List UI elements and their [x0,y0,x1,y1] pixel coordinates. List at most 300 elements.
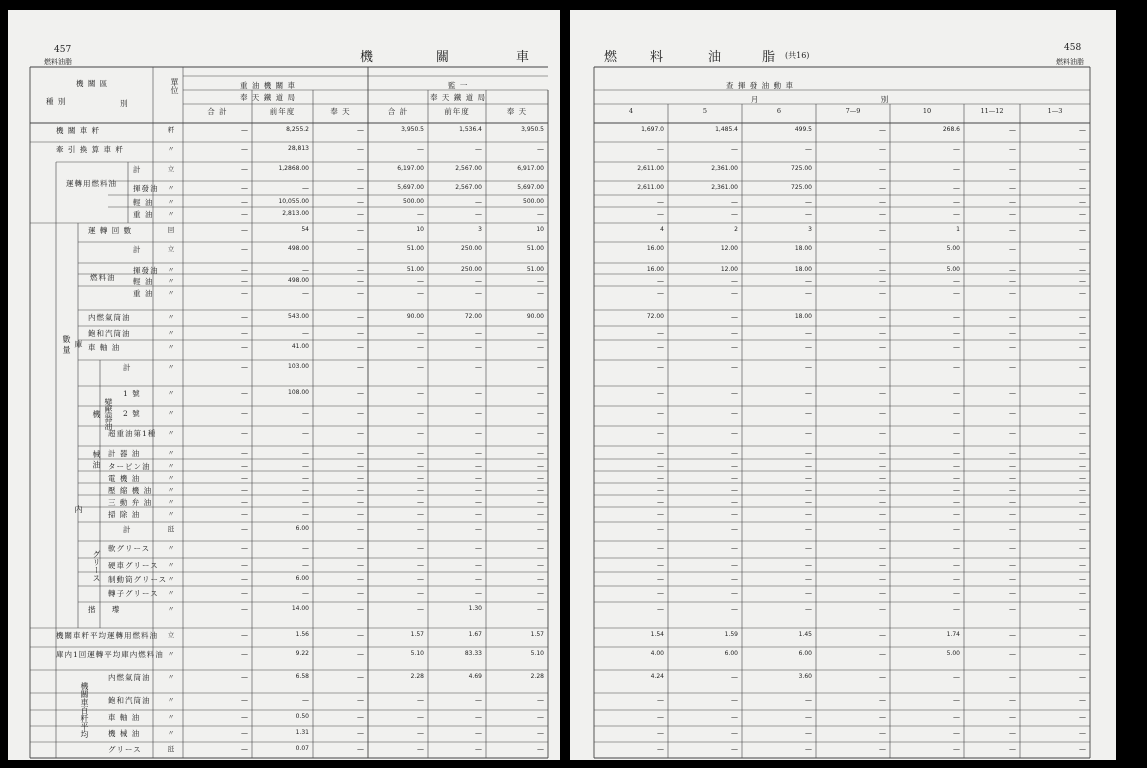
row-25-col-3: — [357,544,364,552]
row-unit-7: 立 [167,245,175,253]
row-19-col-1: — [241,462,248,470]
right-row-6-col-3: 3 [808,226,812,233]
right-row-23-col-6: — [1009,510,1016,518]
right-row-28-col-1: — [657,589,664,597]
right-row-17-col-1: — [657,429,664,437]
row-label-2: 計 [133,165,142,174]
col-header-1: 合 計 [207,107,228,116]
row-label-20: 電 機 油 [108,474,141,483]
right-row-3-col-4: — [879,184,886,192]
row-unit-19: 〃 [167,462,175,470]
row-6-col-2: 54 [301,226,309,233]
row-29-col-1: — [241,605,248,613]
row-unit-9: 〃 [167,277,175,285]
right-row-29-col-7: — [1079,605,1086,613]
row-label-19: タービン油 [108,462,151,471]
right-row-30-col-1: 1.54 [650,631,664,638]
row-unit-18: 〃 [167,449,175,457]
row-label-31: 庫内1回運轉平均庫内燃料油 [56,650,164,659]
right-row-32-col-6: — [1009,673,1016,681]
left-title-char-1: 機 [360,50,374,65]
row-label-0: 機 關 車 粁 [56,126,101,135]
right-row-16-col-1: — [657,409,664,417]
right-row-20-col-6: — [1009,474,1016,482]
right-row-34-col-1: — [657,713,664,721]
right-row-5-col-7: — [1079,210,1086,218]
row-15-col-4: — [417,389,424,397]
row-0-col-6: 3,950.5 [521,126,544,133]
right-row-10-col-1: — [657,289,664,297]
right-row-22-col-7: — [1079,498,1086,506]
row-unit-17: 〃 [167,429,175,437]
row-2-col-1: — [241,165,248,173]
row-label-12: 飽和汽筒油 [88,329,131,338]
right-row-6-col-4: — [879,226,886,234]
right-row-35-col-1: — [657,729,664,737]
right-row-13-col-5: — [953,343,960,351]
right-row-23-col-1: — [657,510,664,518]
row-unit-2: 立 [167,165,175,173]
right-row-20-col-5: — [953,474,960,482]
right-row-8-col-4: — [879,266,886,274]
right-row-27-col-4: — [879,575,886,583]
row-16-col-3: — [357,409,364,417]
row-36-col-5: — [475,745,482,753]
right-row-10-col-6: — [1009,289,1016,297]
right-row-2-col-1: 2,611.00 [637,165,664,172]
right-row-25-col-6: — [1009,544,1016,552]
row-27-col-1: — [241,575,248,583]
row-15-col-3: — [357,389,364,397]
right-row-6-col-2: 2 [734,226,738,233]
right-row-24-col-1: — [657,525,664,533]
right-row-1-col-5: — [953,145,960,153]
right-row-28-col-5: — [953,589,960,597]
row-11-col-4: 90.00 [406,313,424,320]
right-row-33-col-3: — [805,696,812,704]
right-row-31-col-5: 5.00 [946,650,960,657]
right-row-13-col-4: — [879,343,886,351]
right-row-20-col-3: — [805,474,812,482]
right-col-header-7: 1—3 [1047,107,1063,115]
row-unit-36: 瓩 [167,745,175,753]
group1-sub-header: 奉 天 鐵 道 局 [239,93,297,102]
right-row-7-col-6: — [1009,245,1016,253]
row-unit-20: 〃 [167,474,175,482]
right-row-25-col-7: — [1079,544,1086,552]
row-18-col-1: — [241,449,248,457]
row-23-col-5: — [475,510,482,518]
right-row-30-col-5: 1.74 [946,631,960,638]
row-10-col-5: — [475,289,482,297]
right-row-25-col-4: — [879,544,886,552]
row-26-col-4: — [417,561,424,569]
row-label-27: 制動筒グリース [108,575,168,584]
row-21-col-5: — [475,486,482,494]
row-13-col-5: — [475,343,482,351]
right-row-24-col-2: — [731,525,738,533]
row-33-col-3: — [357,696,364,704]
right-row-23-col-7: — [1079,510,1086,518]
row-23-col-4: — [417,510,424,518]
col-header-4: 合 計 [387,107,409,116]
right-row-15-col-2: — [731,389,738,397]
right-row-30-col-2: 1.59 [724,631,738,638]
right-row-27-col-1: — [657,575,664,583]
right-row-29-col-1: — [657,605,664,613]
row-3-col-5: 2,567.00 [455,184,482,191]
row-label-7: 計 [133,245,142,254]
row-label-26: 硬車グリース [108,561,159,570]
right-row-11-col-7: — [1079,313,1086,321]
row-13-col-2: 41.00 [291,343,309,350]
right-row-27-col-5: — [953,575,960,583]
row-17-col-2: — [302,429,309,437]
row-13-col-3: — [357,343,364,351]
row-unit-0: 粁 [167,126,175,134]
row-9-col-1: — [241,277,248,285]
row-unit-29: 〃 [167,605,175,613]
right-row-3-col-2: 2,361.00 [711,184,738,191]
row-12-col-1: — [241,329,248,337]
row-31-col-4: 5.10 [410,650,424,657]
row-14-col-3: — [357,363,364,371]
right-col-header-5: 10 [922,107,932,115]
row-5-col-4: — [417,210,424,218]
right-row-0-col-4: — [879,126,886,134]
row-25-col-2: — [302,544,309,552]
right-row-12-col-6: — [1009,329,1016,337]
row-26-col-2: — [302,561,309,569]
row-36-col-2: 0.07 [295,745,309,752]
right-row-34-col-2: — [731,713,738,721]
row-unit-10: 〃 [167,289,175,297]
row-28-col-3: — [357,589,364,597]
right-row-16-col-7: — [1079,409,1086,417]
right-row-16-col-4: — [879,409,886,417]
right-page [570,10,1116,760]
row-unit-1: 〃 [167,145,175,153]
row-18-col-5: — [475,449,482,457]
row-2-col-5: 2,567.00 [455,165,482,172]
row-18-col-6: — [537,449,544,457]
right-row-21-col-2: — [731,486,738,494]
row-8-col-3: — [357,266,364,274]
row-16-col-6: — [537,409,544,417]
row-32-col-3: — [357,673,364,681]
right-row-5-col-1: — [657,210,664,218]
row-8-col-2: — [302,266,309,274]
row-unit-26: 〃 [167,561,175,569]
row-2-col-3: — [357,165,364,173]
row-1-col-3: — [357,145,364,153]
vgroup-fuel: 燃料油 [90,273,116,282]
row-31-col-2: 9.22 [295,650,309,657]
vgroup-machine: 機 [92,410,101,418]
right-row-26-col-2: — [731,561,738,569]
right-col-header-4: 7—9 [845,107,861,115]
row-1-col-6: — [537,145,544,153]
row-31-col-5: 83.33 [464,650,482,657]
row-24-col-1: — [241,525,248,533]
row-19-col-3: — [357,462,364,470]
right-row-14-col-1: — [657,363,664,371]
vgroup-machine-oil: 械 油 [92,450,101,469]
left-table-grid [8,10,560,760]
right-row-2-col-2: 2,361.00 [711,165,738,172]
row-18-col-4: — [417,449,424,457]
col-header-2: 前年度 [269,107,296,116]
right-row-22-col-4: — [879,498,886,506]
right-row-36-col-1: — [657,745,664,753]
row-33-col-5: — [475,696,482,704]
col-header-6: 奉 天 [506,107,528,116]
right-title-char-2: 料 [650,50,664,65]
row-19-col-5: — [475,462,482,470]
right-table-grid [570,10,1116,760]
row-unit-33: 〃 [167,696,175,704]
right-row-34-col-4: — [879,713,886,721]
row-31-col-6: 5.10 [530,650,544,657]
row-4-col-4: 500.00 [403,198,424,205]
right-title-suffix: (共16) [785,51,810,60]
row-23-col-3: — [357,510,364,518]
row-label-18: 計 器 油 [108,449,141,458]
right-row-35-col-6: — [1009,729,1016,737]
right-row-34-col-5: — [953,713,960,721]
left-section-label: 燃料油脂 [44,58,72,66]
row-33-col-6: — [537,696,544,704]
right-row-17-col-7: — [1079,429,1086,437]
row-21-col-4: — [417,486,424,494]
right-row-3-col-7: — [1079,184,1086,192]
row-5-col-6: — [537,210,544,218]
right-row-32-col-2: — [731,673,738,681]
row-28-col-2: — [302,589,309,597]
vgroup-avg: 機關車百粁平均 [80,682,89,738]
row-26-col-1: — [241,561,248,569]
right-row-15-col-6: — [1009,389,1016,397]
right-row-30-col-3: 1.45 [798,631,812,638]
right-row-33-col-1: — [657,696,664,704]
row-1-col-5: — [475,145,482,153]
right-row-20-col-4: — [879,474,886,482]
right-row-36-col-5: — [953,745,960,753]
right-row-17-col-2: — [731,429,738,437]
row-9-col-4: — [417,277,424,285]
row-unit-8: 〃 [167,266,175,274]
left-page [8,10,560,760]
right-row-11-col-4: — [879,313,886,321]
row-33-col-1: — [241,696,248,704]
row-31-col-1: — [241,650,248,658]
right-row-23-col-4: — [879,510,886,518]
row-29-col-5: 1.30 [468,605,482,612]
row-29-col-4: — [417,605,424,613]
row-36-col-1: — [241,745,248,753]
row-36-col-3: — [357,745,364,753]
row-15-col-2: 108.00 [288,389,309,396]
row-6-col-5: 3 [478,226,482,233]
row-32-col-1: — [241,673,248,681]
row-22-col-6: — [537,498,544,506]
row-unit-5: 〃 [167,210,175,218]
row-32-col-2: 6.58 [295,673,309,680]
right-row-25-col-3: — [805,544,812,552]
row-label-21: 壓 縮 機 油 [108,486,153,495]
row-unit-35: 〃 [167,729,175,737]
row-28-col-4: — [417,589,424,597]
unit-header: 單位 [170,78,179,94]
right-row-5-col-2: — [731,210,738,218]
row-27-col-3: — [357,575,364,583]
row-unit-27: 〃 [167,575,175,583]
row-unit-32: 〃 [167,673,175,681]
right-row-18-col-5: — [953,449,960,457]
right-row-19-col-1: — [657,462,664,470]
right-row-31-col-1: 4.00 [650,650,664,657]
row-26-col-3: — [357,561,364,569]
right-row-1-col-2: — [731,145,738,153]
right-row-36-col-3: — [805,745,812,753]
right-row-21-col-3: — [805,486,812,494]
row-27-col-5: — [475,575,482,583]
right-row-8-col-3: 18.00 [794,266,812,273]
right-row-17-col-6: — [1009,429,1016,437]
row-3-col-6: 5,697.00 [517,184,544,191]
row-28-col-1: — [241,589,248,597]
right-row-0-col-1: 1,697.0 [641,126,664,133]
row-35-col-5: — [475,729,482,737]
row-35-col-3: — [357,729,364,737]
right-row-33-col-6: — [1009,696,1016,704]
right-row-33-col-7: — [1079,696,1086,704]
right-row-32-col-3: 3.60 [798,673,812,680]
row-19-col-4: — [417,462,424,470]
right-row-36-col-6: — [1009,745,1016,753]
row-label-24: 計 [123,525,132,534]
row-30-col-2: 1.56 [295,631,309,638]
right-row-4-col-6: — [1009,198,1016,206]
right-row-7-col-3: 18.00 [794,245,812,252]
right-row-7-col-4: — [879,245,886,253]
right-row-12-col-2: — [731,329,738,337]
right-title-char-3: 油 [708,50,722,65]
right-row-10-col-2: — [731,289,738,297]
vgroup-transformer: 變壓器油 [104,398,113,430]
row-4-col-6: 500.00 [523,198,544,205]
row-label-33: 飽和汽筒油 [108,696,151,705]
row-20-col-6: — [537,474,544,482]
right-row-13-col-3: — [805,343,812,351]
right-row-28-col-6: — [1009,589,1016,597]
right-row-32-col-1: 4.24 [650,673,664,680]
row-20-col-3: — [357,474,364,482]
row-label-3: 揮發油 [133,184,159,193]
row-label-1: 牽 引 換 算 車 粁 [56,145,124,154]
row-34-col-5: — [475,713,482,721]
right-row-17-col-5: — [953,429,960,437]
right-row-12-col-5: — [953,329,960,337]
row-label-35: 機 械 油 [108,729,141,738]
right-row-7-col-5: 5.00 [946,245,960,252]
right-row-18-col-6: — [1009,449,1016,457]
right-row-26-col-7: — [1079,561,1086,569]
right-row-12-col-7: — [1079,329,1086,337]
group1-header: 重 油 機 關 車 [239,81,297,90]
right-row-3-col-5: — [953,184,960,192]
right-row-8-col-1: 16.00 [646,266,664,273]
right-row-0-col-6: — [1009,126,1016,134]
right-row-25-col-2: — [731,544,738,552]
right-month-label: 月 [750,95,760,104]
right-row-33-col-2: — [731,696,738,704]
right-row-35-col-3: — [805,729,812,737]
right-row-31-col-4: — [879,650,886,658]
row-36-col-6: — [537,745,544,753]
right-row-26-col-1: — [657,561,664,569]
right-row-24-col-7: — [1079,525,1086,533]
right-row-25-col-1: — [657,544,664,552]
row-unit-6: 回 [167,226,175,234]
right-row-29-col-3: — [805,605,812,613]
right-row-29-col-5: — [953,605,960,613]
row-12-col-6: — [537,329,544,337]
row-15-col-6: — [537,389,544,397]
row-16-col-2: — [302,409,309,417]
right-row-28-col-4: — [879,589,886,597]
right-row-17-col-4: — [879,429,886,437]
row-17-col-5: — [475,429,482,437]
right-row-34-col-6: — [1009,713,1016,721]
right-section-label: 燃料油脂 [1056,58,1084,66]
row-19-col-6: — [537,462,544,470]
right-row-30-col-6: — [1009,631,1016,639]
row-14-col-2: 103.00 [288,363,309,370]
group2-header: 監 一 [448,81,469,90]
row-unit-14: 〃 [167,363,175,371]
right-row-22-col-1: — [657,498,664,506]
right-row-19-col-7: — [1079,462,1086,470]
row-7-col-6: 51.00 [526,245,544,252]
right-row-19-col-3: — [805,462,812,470]
right-row-20-col-1: — [657,474,664,482]
right-row-1-col-6: — [1009,145,1016,153]
right-row-14-col-7: — [1079,363,1086,371]
row-unit-3: 〃 [167,184,175,192]
vgroup-inside: 内 [74,505,83,513]
right-row-15-col-4: — [879,389,886,397]
row-11-col-1: — [241,313,248,321]
row-18-col-3: — [357,449,364,457]
row-10-col-3: — [357,289,364,297]
right-row-5-col-6: — [1009,210,1016,218]
row-11-col-6: 90.00 [526,313,544,320]
right-row-36-col-4: — [879,745,886,753]
row-30-col-5: 1.67 [468,631,482,638]
row-1-col-4: — [417,145,424,153]
row-8-col-6: 51.00 [526,266,544,273]
row-label-13: 車 軸 油 [88,343,121,352]
left-page-number: 457 [54,45,72,55]
right-row-33-col-5: — [953,696,960,704]
row-label-15: 1 號 [123,389,141,398]
row-23-col-1: — [241,510,248,518]
right-row-19-col-6: — [1009,462,1016,470]
right-row-9-col-6: — [1009,277,1016,285]
row-label-5: 重 油 [133,210,154,219]
right-row-3-col-6: — [1009,184,1016,192]
